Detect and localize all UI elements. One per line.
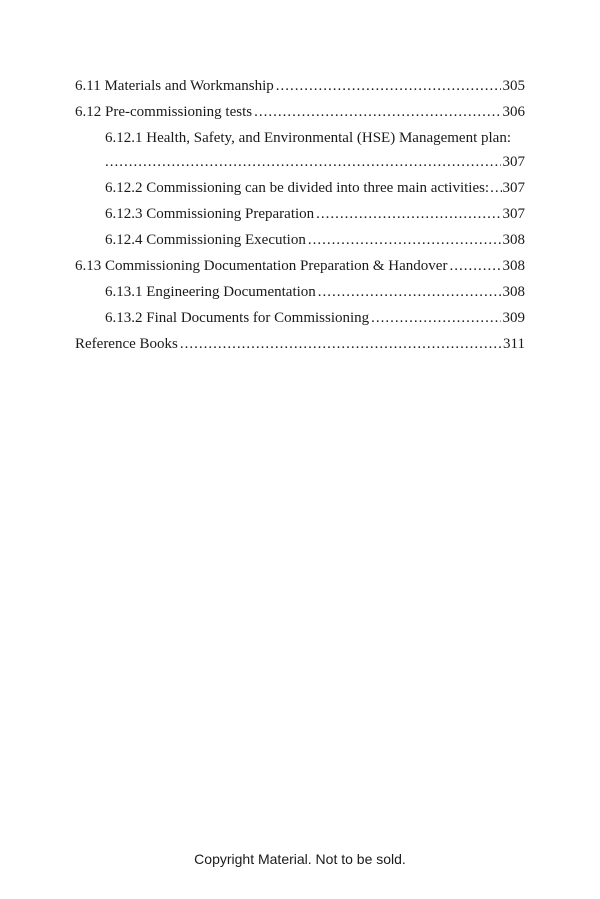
toc-entry-6-12-3[interactable] bbox=[75, 202, 525, 226]
dot-leader bbox=[276, 74, 501, 98]
toc-entry-title: 6.12 Pre-commissioning tests bbox=[75, 104, 253, 120]
toc-entry-6-12-1[interactable] bbox=[75, 126, 525, 174]
toc-entry-6-11[interactable] bbox=[75, 74, 525, 98]
toc-entry-6-12-2[interactable] bbox=[75, 176, 525, 200]
dot-leader bbox=[308, 228, 501, 252]
dot-leader bbox=[180, 332, 501, 356]
dot-leader bbox=[371, 306, 500, 330]
dot-leader bbox=[318, 280, 501, 304]
toc-entry-page: 307 bbox=[502, 180, 525, 196]
toc-entry-page: 308 bbox=[502, 258, 525, 274]
toc-entry-6-12-4[interactable] bbox=[75, 228, 525, 252]
toc-entry-page: 311 bbox=[503, 336, 525, 352]
toc-entry-title: 6.12.1 Health, Safety, and Environmental (HSE) Management plan: bbox=[105, 130, 512, 146]
toc-entry-page: 309 bbox=[502, 310, 525, 326]
toc-entry-6-13-2[interactable] bbox=[75, 306, 525, 330]
toc-entry-title: 6.13.2 Final Documents for Commissioning bbox=[105, 310, 370, 326]
toc-entry-title: 6.12.2 Commissioning can be divided into three main activities: bbox=[105, 180, 490, 196]
copyright-footer: Copyright Material. Not to be sold. bbox=[194, 851, 406, 867]
table-of-contents bbox=[75, 74, 525, 356]
toc-entry-title: 6.13.1 Engineering Documentation bbox=[105, 284, 316, 300]
dot-leader bbox=[316, 202, 500, 226]
dot-leader bbox=[449, 254, 500, 278]
toc-entry-reference-books[interactable] bbox=[75, 332, 525, 356]
toc-entry-6-12[interactable] bbox=[75, 100, 525, 124]
dot-leader bbox=[105, 150, 501, 174]
toc-entry-page: 308 bbox=[502, 284, 525, 300]
toc-entry-6-13[interactable] bbox=[75, 254, 525, 278]
dot-leader bbox=[254, 100, 500, 124]
toc-entry-page: 307 bbox=[502, 154, 525, 170]
toc-entry-title: 6.12.4 Commissioning Execution bbox=[105, 232, 306, 248]
toc-entry-title: 6.12.3 Commissioning Preparation bbox=[105, 206, 315, 222]
toc-entry-page: 305 bbox=[502, 78, 525, 94]
toc-entry-page: 307 bbox=[502, 206, 525, 222]
toc-entry-title: 6.13 Commissioning Documentation Preparation & Handover bbox=[75, 258, 448, 274]
toc-entry-title: 6.11 Materials and Workmanship bbox=[75, 78, 274, 94]
toc-entry-6-13-1[interactable] bbox=[75, 280, 525, 304]
toc-entry-title: Reference Books bbox=[75, 336, 178, 352]
dot-leader bbox=[490, 176, 501, 200]
toc-entry-page: 306 bbox=[502, 104, 525, 120]
toc-entry-page: 308 bbox=[502, 232, 525, 248]
